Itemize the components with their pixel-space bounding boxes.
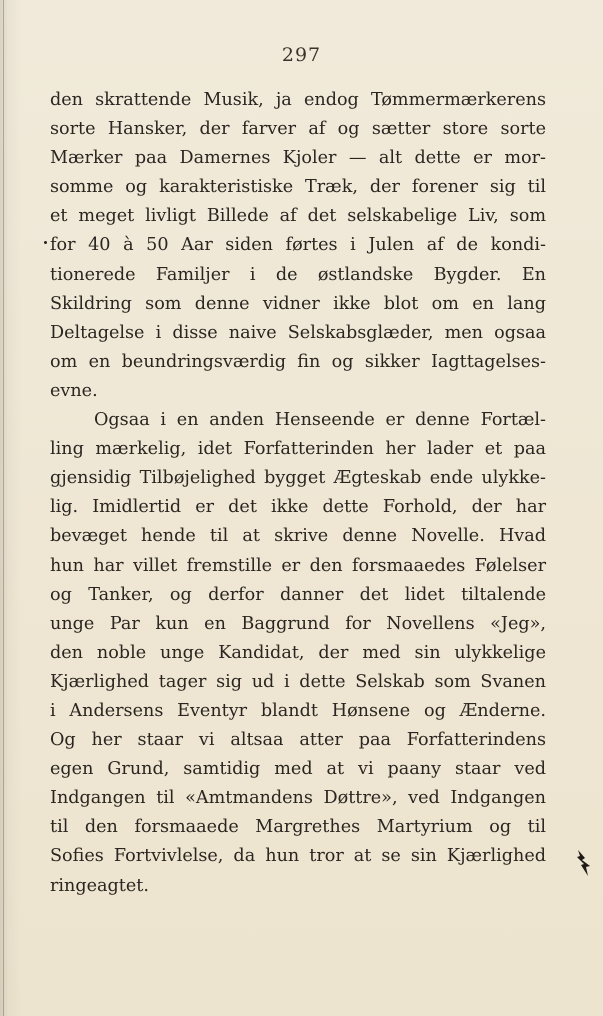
text-line: for 40 à 50 Aar siden førtes i Julen af de kondi- — [50, 235, 546, 256]
page-number: 297 — [281, 44, 322, 66]
text-line: den noble unge Kandidat, der med sin ulykkelige — [50, 642, 546, 663]
body-text — [50, 86, 546, 901]
text-line: somme og karakteristiske Træk, der forener sig til — [50, 177, 546, 198]
binding-edge — [3, 0, 4, 1016]
text-line: Og her staar vi altsaa atter paa Forfatterindens — [50, 730, 546, 751]
text-line: Sofies Fortvivlelse, da hun tror at se sin Kjærlighed — [50, 846, 546, 867]
text-line: egen Grund, samtidig med at vi paany staar ved — [50, 759, 546, 780]
text-line: og Tanker, og derfor danner det lidet tiltalende — [50, 584, 546, 605]
text-line: Kjærlighed tager sig ud i dette Selskab som Svanen — [50, 671, 546, 692]
text-line: sorte Hansker, der farver af og sætter store sorte — [50, 119, 546, 140]
text-line: gjensidig Tilbøjelighed bygget Ægteskab ende ulykke- — [50, 468, 546, 489]
text-line: lig. Imidlertid er det ikke dette Forhold, der har — [50, 497, 546, 518]
margin-dot-mark — [44, 241, 47, 244]
text-line: ling mærkelig, idet Forfatterinden her lader et paa — [50, 439, 546, 460]
text-line: tionerede Familjer i de østlandske Bygder. En — [50, 264, 546, 285]
text-line: bevæget hende til at skrive denne Novelle. Hvad — [50, 526, 546, 547]
text-line: Skildring som denne vidner ikke blot om en lang — [50, 293, 546, 314]
text-line: et meget livligt Billede af det selskabelige Liv, som — [50, 206, 546, 227]
text-line: evne. — [50, 380, 98, 401]
margin-ornament-icon — [575, 848, 593, 878]
text-line: den skrattende Musik, ja endog Tømmermærkerens — [50, 90, 546, 110]
text-line: ringeagtet. — [50, 875, 149, 896]
text-line: Deltagelse i disse naive Selskabsglæder, men ogsaa — [50, 322, 546, 343]
text-line: Mærker paa Damernes Kjoler — alt dette er mor- — [50, 148, 546, 169]
text-line: til den forsmaaede Margrethes Martyrium og til — [50, 817, 546, 838]
text-line: hun har villet fremstille er den forsmaaedes Følelser — [50, 555, 546, 576]
text-line: unge Par kun en Baggrund for Novellens «Jeg», — [50, 613, 546, 634]
text-line: om en beundringsværdig fin og sikker Iagttagelses- — [50, 351, 546, 372]
text-line: Ogsaa i en anden Henseende er denne Fortæl- — [94, 410, 546, 431]
text-line: Indgangen til «Amtmandens Døttre», ved Indgangen — [50, 788, 546, 809]
text-line: i Andersens Eventyr blandt Hønsene og Ænderne. — [50, 700, 546, 721]
